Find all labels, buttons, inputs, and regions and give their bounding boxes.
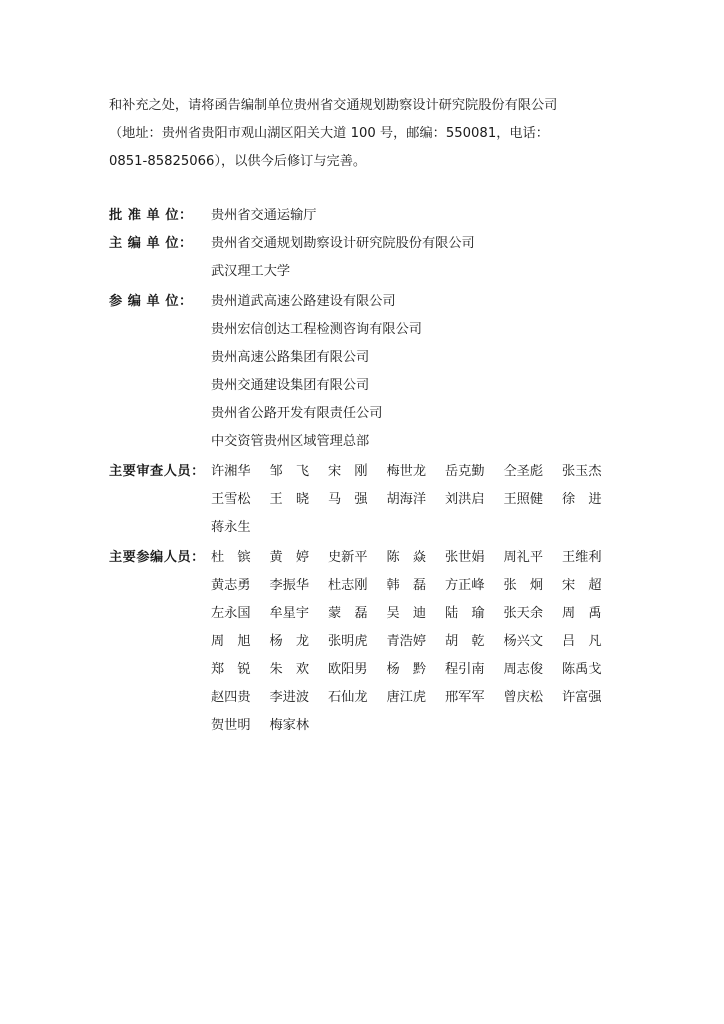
reviewers-row (109, 458, 621, 542)
person-name: 胡 乾 (445, 634, 485, 649)
person-name: 杨 龙 (269, 634, 310, 649)
person-name: 梅家林 (269, 718, 310, 733)
person-name: 王 晓 (269, 492, 310, 507)
approver-label: 批 准 单 位： (109, 208, 193, 223)
person-name: 蒋永生 (211, 520, 251, 535)
reviewers-names (211, 458, 621, 542)
person-name: 石仙龙 (328, 690, 368, 705)
person-name: 青浩婷 (386, 634, 427, 649)
approver-row (109, 202, 317, 230)
org-name: 贵州省交通规划勘察设计研究院股份有限公司 (211, 236, 475, 251)
person-name: 宋 超 (562, 578, 602, 593)
person-name: 杜志刚 (328, 578, 368, 593)
org-name: 中交资管贵州区域管理总部 (211, 434, 370, 449)
reviewers-label: 主要审查人员： (109, 464, 205, 479)
participants-label: 参 编 单 位： (109, 294, 193, 309)
org-name: 贵州道武高速公路建设有限公司 (211, 294, 396, 309)
intro-line: （地址：贵州省贵阳市观山湖区阳关大道 100 号，邮编：550081，电话： (109, 126, 549, 141)
person-name: 杨 黔 (386, 662, 427, 677)
org-name: 贵州高速公路集团有限公司 (211, 350, 370, 365)
drafters-names (211, 544, 621, 740)
person-name: 王维利 (562, 550, 602, 565)
person-name: 朱 欢 (269, 662, 310, 677)
person-name: 周 禹 (562, 606, 602, 621)
person-name: 李振华 (269, 578, 310, 593)
person-name: 曾庆松 (503, 690, 544, 705)
person-name: 仝圣彪 (503, 464, 544, 479)
person-name: 马 强 (328, 492, 368, 507)
intro-line: 和补充之处，请将函告编制单位贵州省交通规划勘察设计研究院股份有限公司 (109, 98, 558, 113)
person-name: 张天余 (503, 606, 544, 621)
person-name: 李进波 (269, 690, 310, 705)
person-name: 周志俊 (503, 662, 544, 677)
person-name: 史新平 (328, 550, 368, 565)
person-name: 邢军军 (445, 690, 485, 705)
person-name: 张 炯 (503, 578, 544, 593)
person-name: 杜 镔 (211, 550, 251, 565)
person-name: 邹 飞 (269, 464, 310, 479)
person-name: 黄志勇 (211, 578, 251, 593)
person-name: 唐江虎 (386, 690, 427, 705)
person-name: 贺世明 (211, 718, 251, 733)
approver-orgs (211, 202, 317, 230)
person-name: 杨兴文 (503, 634, 544, 649)
person-name: 宋 刚 (328, 464, 368, 479)
person-name: 陈禹戈 (562, 662, 602, 677)
org-name: 贵州交通建设集团有限公司 (211, 378, 370, 393)
person-name: 许富强 (562, 690, 602, 705)
participants-row (109, 288, 422, 456)
person-name: 王照健 (503, 492, 544, 507)
person-name: 王雪松 (211, 492, 251, 507)
person-name: 周 旭 (211, 634, 251, 649)
person-name: 左永国 (211, 606, 251, 621)
person-name: 欧阳男 (328, 662, 368, 677)
org-name: 武汉理工大学 (211, 264, 291, 279)
person-name: 程引南 (445, 662, 485, 677)
person-name: 蒙 磊 (328, 606, 368, 621)
person-name: 吴 迪 (386, 606, 427, 621)
person-name: 陈 焱 (386, 550, 427, 565)
org-name: 贵州省公路开发有限责任公司 (211, 406, 383, 421)
person-name: 刘洪启 (445, 492, 485, 507)
drafters-row (109, 544, 621, 740)
intro-paragraph (109, 92, 619, 176)
person-name: 吕 凡 (562, 634, 602, 649)
person-name: 韩 磊 (386, 578, 427, 593)
person-name: 许湘华 (211, 464, 251, 479)
person-name: 岳克勤 (445, 464, 485, 479)
person-name: 张世娟 (445, 550, 485, 565)
person-name: 徐 进 (562, 492, 602, 507)
editor-label: 主 编 单 位： (109, 236, 193, 251)
editor-orgs (211, 230, 475, 286)
person-name: 黄 婷 (269, 550, 310, 565)
person-name: 赵四贵 (211, 690, 251, 705)
person-name: 张明虎 (328, 634, 368, 649)
person-name: 陆 瑜 (445, 606, 485, 621)
person-name: 梅世龙 (386, 464, 427, 479)
participant-orgs (211, 288, 422, 456)
drafters-label: 主要参编人员： (109, 550, 205, 565)
editor-row (109, 230, 475, 286)
org-name: 贵州宏信创达工程检测咨询有限公司 (211, 322, 422, 337)
person-name: 郑 锐 (211, 662, 251, 677)
intro-line: 0851-85825066），以供今后修订与完善。 (109, 154, 367, 169)
org-name: 贵州省交通运输厅 (211, 208, 317, 223)
person-name: 张玉杰 (562, 464, 602, 479)
person-name: 牟星宇 (269, 606, 310, 621)
person-name: 周礼平 (503, 550, 544, 565)
person-name: 方正峰 (445, 578, 485, 593)
person-name: 胡海洋 (386, 492, 427, 507)
